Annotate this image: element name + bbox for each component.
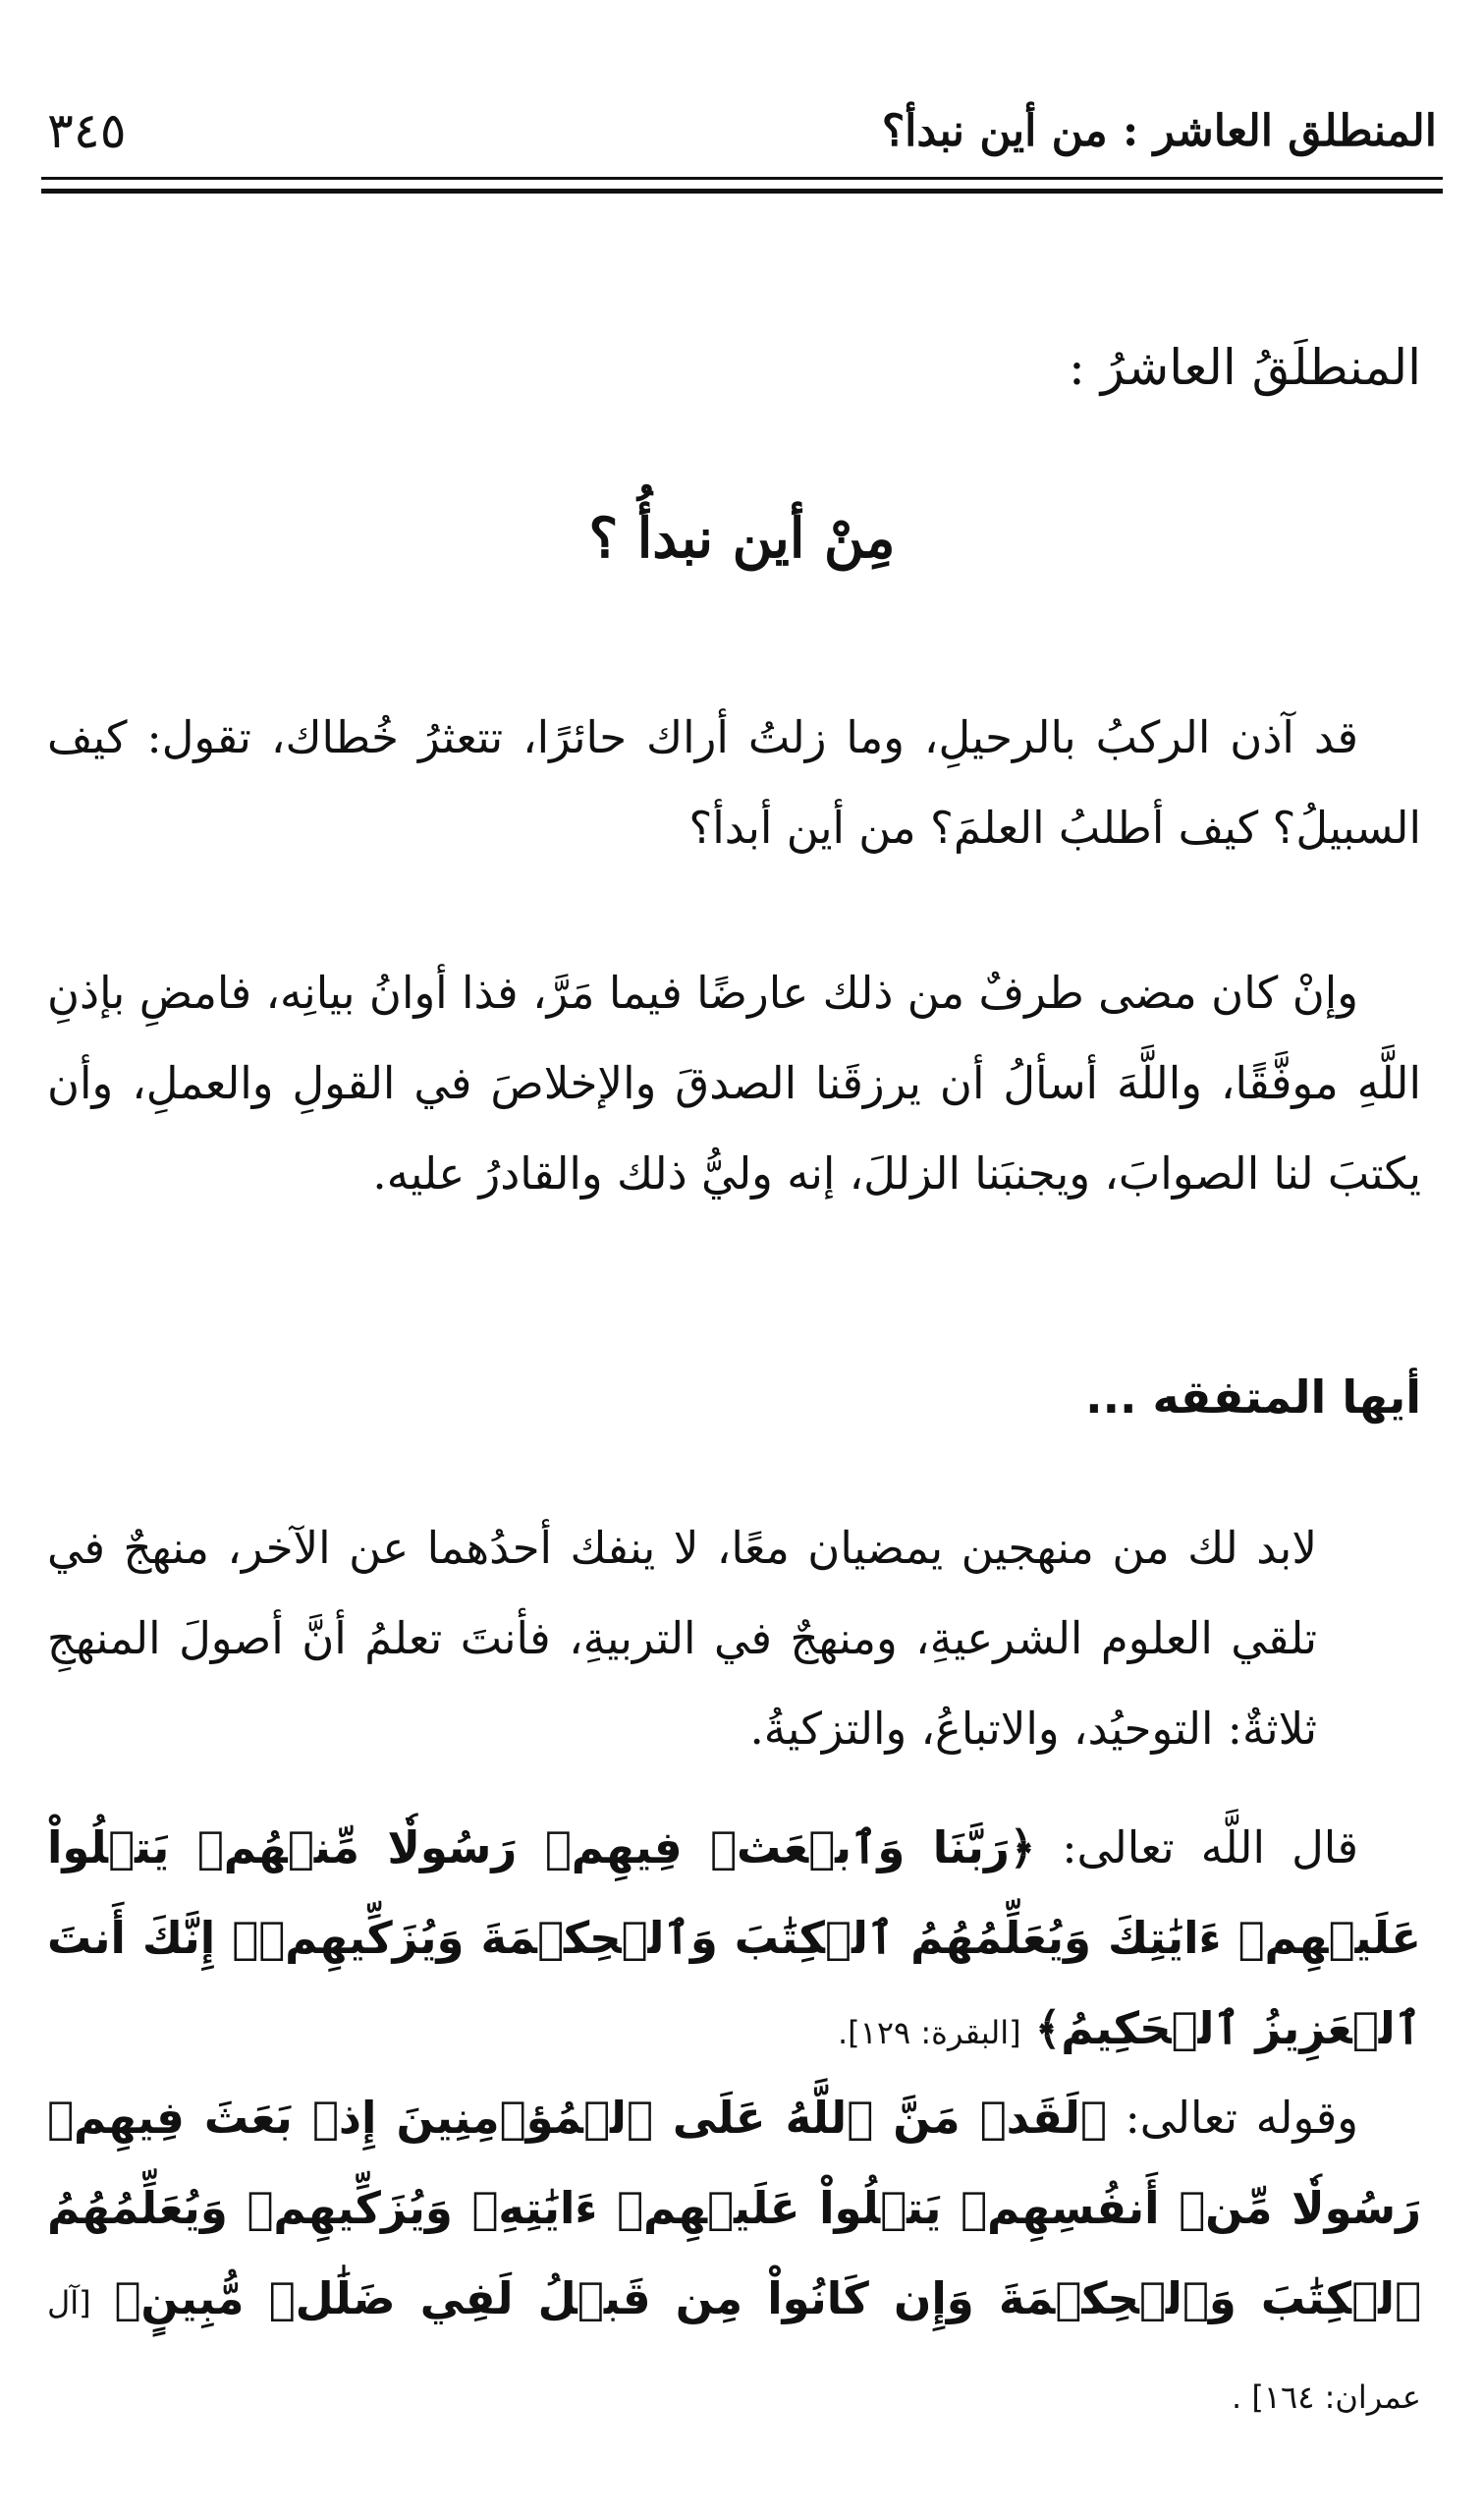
paragraph-text: قد آذن الركبُ بالرحيلِ، وما زلتُ أراك حائرًا، تتعثرُ خُطاك، تقول: كيف السبيلُ؟ كيف أطلبُ العلمَ؟ من أين أبدأ؟ bbox=[47, 711, 1421, 854]
quran-verse: ﴿رَبَّنَا وَٱبۡعَثۡ فِيهِمۡ رَسُولٗا مِّنۡهُمۡ يَتۡلُواْ عَلَيۡهِمۡ ءَايَٰتِكَ وَيُعَلِّمُهُمُ ٱلۡكِتَٰبَ وَٱلۡحِكۡمَةَ وَيُزَكِّيهِمۡۖ إِنَّكَ أَنتَ ٱلۡعَزِيزُ ٱلۡحَكِيمُ﴾ bbox=[47, 1821, 1421, 2054]
paragraph-3 bbox=[47, 1503, 1317, 1774]
header-rule-thick bbox=[41, 189, 1443, 194]
paragraph-text: لابد لك من منهجين يمضيان معًا، لا ينفك أحدُهما عن الآخر، منهجٌ في تلقي العلوم الشرعيةِ، ومنهجٌ في التربيةِ، فأنتَ تعلمُ أنَّ أصولَ المنهجِ ثلاثةٌ: التوحيُد، والاتباعُ، والتزكيةُ. bbox=[47, 1522, 1317, 1755]
quote-intro: وقوله تعالى: bbox=[1125, 2092, 1358, 2144]
paragraph-1 bbox=[47, 693, 1421, 873]
verse-reference: [آل عمران: ١٦٤] . bbox=[47, 2284, 1421, 2416]
paragraph-text: وإنْ كان مضى طرفٌ من ذلك عارضًا فيما مَرَّ، فذا أوانُ بيانِه، فامضِ بإذنِ اللَّهِ موفَّقًا، واللَّهَ أسألُ أن يرزقَنا الصدقَ والإخلاصَ في القولِ والعملِ، وأن يكتبَ لنا الصوابَ، ويجنبَنا الزللَ، إنه وليُّ ذلك والقادرُ عليه. bbox=[47, 967, 1421, 1200]
quran-quote-1 bbox=[47, 1803, 1421, 2078]
quran-verse: ﴿لَقَدۡ مَنَّ ٱللَّهُ عَلَى ٱلۡمُؤۡمِنِينَ إِذۡ بَعَثَ فِيهِمۡ رَسُولٗا مِّنۡ أَنفُسِهِمۡ يَتۡلُواْ عَلَيۡهِمۡ ءَايَٰتِهِۦ وَيُزَكِّيهِمۡ وَيُعَلِّمُهُمُ ٱلۡكِتَٰبَ وَٱلۡحِكۡمَةَ وَإِن كَانُواْ مِن قَبۡلُ لَفِي ضَلَٰلٖ مُّبِينٍ﴾ bbox=[47, 2092, 1421, 2324]
verse-reference: [البقرة: ١٢٩]. bbox=[838, 2014, 1021, 2051]
quran-quote-2 bbox=[47, 2073, 1421, 2442]
quote-intro: قال اللَّه تعالى: bbox=[1062, 1821, 1358, 1873]
subheading: أيها المتفقه ... bbox=[1085, 1370, 1421, 1424]
header-rule-thin bbox=[41, 177, 1443, 180]
section-label: المنطلَقُ العاشرُ : bbox=[1069, 339, 1421, 396]
quote-paragraph bbox=[47, 1803, 1421, 2078]
quote-paragraph bbox=[47, 2073, 1421, 2442]
chapter-title: مِنْ أين نبدأُ ؟ bbox=[588, 506, 896, 571]
page-number: ٣٤٥ bbox=[47, 102, 127, 159]
running-header bbox=[47, 96, 1437, 165]
running-title: المنطلق العاشر : من أين نبدأ؟ bbox=[881, 105, 1437, 156]
paragraph-2 bbox=[47, 948, 1421, 1219]
